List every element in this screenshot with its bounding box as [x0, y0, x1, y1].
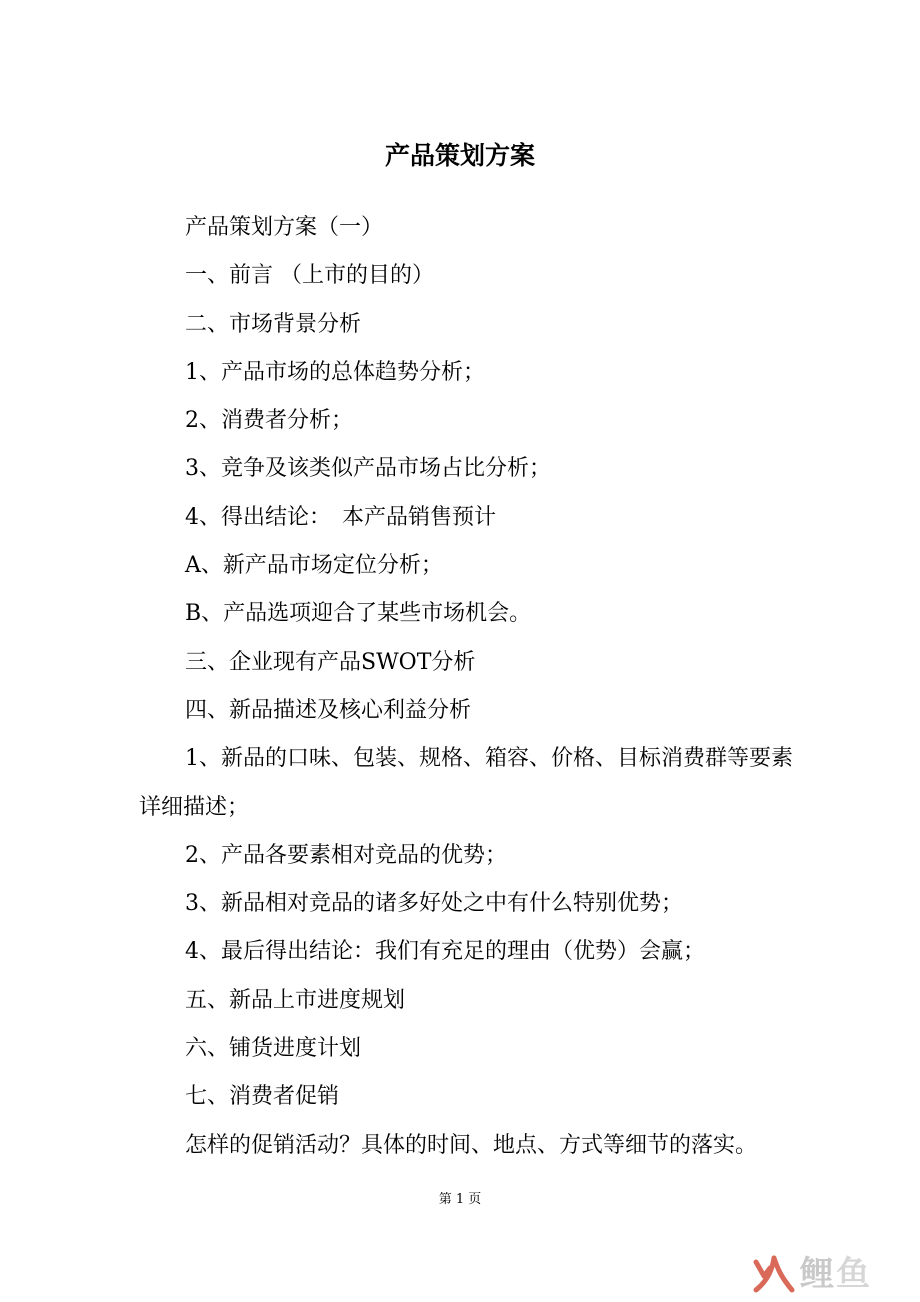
paragraph: B、产品选项迎合了某些市场机会。: [185, 601, 532, 627]
paragraph: 4、得出结论： 本产品销售预计: [185, 504, 496, 530]
watermark-char: 鱼: [836, 1254, 872, 1294]
paragraph: 产品策划方案（一）: [185, 215, 384, 240]
paragraph: 3、竞争及该类似产品市场占比分析；: [185, 456, 551, 482]
paragraph: 六、铺货进度计划: [185, 1036, 362, 1062]
page-number: 第 1 页: [438, 1192, 482, 1207]
paragraph: 一、前言 （上市的目的）: [185, 263, 434, 289]
paragraph: 怎样的促销活动？具体的时间、地点、方式等细节的落实。: [185, 1132, 758, 1158]
watermark-char: 鲤: [800, 1254, 836, 1294]
paragraph: 二、市场背景分析: [185, 311, 362, 337]
paragraph: 七、消费者促销: [185, 1084, 340, 1110]
paragraph: 1、产品市场的总体趋势分析；: [185, 359, 485, 385]
paragraph: 五、新品上市进度规划: [185, 987, 406, 1013]
paragraph: 四、新品描述及核心利益分析: [185, 697, 472, 723]
paragraph: 4、最后得出结论：我们有充足的理由（优势）会赢；: [185, 939, 705, 965]
paragraph: 三、企业现有产品SWOT分析: [185, 649, 476, 675]
flame-mark-icon: [752, 1254, 796, 1294]
watermark-text: [800, 1254, 872, 1294]
paragraph: 3、新品相对竞品的诸多好处之中有什么特别优势；: [185, 891, 683, 917]
document-body: [139, 204, 799, 1170]
paragraph: 2、产品各要素相对竞品的优势；: [185, 842, 507, 868]
paragraph: 2、消费者分析；: [185, 408, 353, 434]
paragraph: 1、新品的口味、包装、规格、箱容、价格、目标消费群等要素详细描述；: [139, 746, 793, 820]
site-watermark: [752, 1252, 902, 1296]
paragraph: A、新产品市场定位分析；: [185, 553, 443, 579]
document-title: 产品策划方案: [384, 141, 535, 170]
